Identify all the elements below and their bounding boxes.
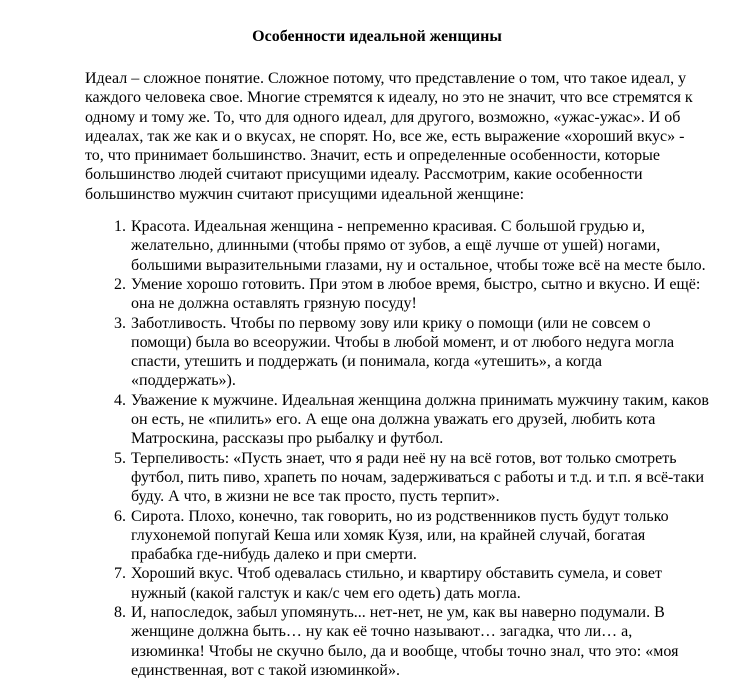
list-item: 5. Терпеливость: «Пусть знает, что я ради неё ну на всё готов, вот только смотреть футбол, пить пиво, храпеть по ночам, задерживаться с работы и т.д. и т.п. я всё-таки буду. А что, в жизни не все так просто, пусть терпит». [130, 449, 709, 507]
document-title: Особенности идеальной женщины [252, 28, 502, 45]
list-item: 2. Умение хорошо готовить. При этом в любое время, быстро, сытно и вкусно. И ещё: она не должна оставлять грязную посуду! [130, 275, 709, 314]
list-item: 3. Заботливость. Чтобы по первому зову или крику о помощи (или не совсем о помощи) была во всеоружии. Чтобы в любой момент, и от любого недуга могла спасти, утешить и поддержать (и понимала, когда «утешить», а когда «поддержать»). [130, 314, 709, 391]
list-item: 8. И, напоследок, забыл упомянуть... нет-нет, не ум, как вы наверно подумали. В женщине должна быть… ну как её точно называют… загадка, что ли… а, изюминка! Чтобы не скучно было, да и вообще, чтобы точно знал, что это: «моя единственная, вот с такой изюминкой». [130, 603, 709, 680]
list-item: 7. Хороший вкус. Чтоб одевалась стильно, и квартиру обставить сумела, и совет нужный (какой галстук и как/с чем его одеть) дать могла. [130, 564, 709, 603]
list-item: 4. Уважение к мужчине. Идеальная женщина должна принимать мужчину таким, каков он есть, не «пилить» его. А еще она должна уважать его друзей, любить кота Матроскина, рассказы про рыбалку и футбол. [130, 391, 709, 449]
intro-paragraph: Идеал – сложное понятие. Сложное потому, что представление о том, что такое идеал, у каждого человека свое. Многие стремятся к идеалу, но это не значит, что все стремятся к одному и тому же. То, что для одного идеал, для другого, возможно, «ужас-ужас». И об идеалах, так же как и о вкусах, не спорят. Но, все же, есть выражение «хороший вкус» - то, что принимает большинство. Значит, есть и определенные особенности, которые большинство людей считают присущими идеалу. Рассмотрим, какие особенности большинство мужчин считают присущими идеальной женщине: [85, 70, 693, 203]
features-list [85, 217, 709, 680]
list-item: 1. Красота. Идеальная женщина - непременно красивая. С большой грудью и, желательно, длинными (чтобы прямо от зубов, а ещё лучше от ушей) ногами, большими выразительными глазами, ну и остальное, чтобы тоже всё на месте было. [130, 217, 709, 275]
list-item: 6. Сирота. Плохо, конечно, так говорить, но из родственников пусть будут только глухонемой попугай Кеша или хомяк Кузя, или, на крайней случай, богатая прабабка где-нибудь далеко и при смерти. [130, 507, 709, 565]
